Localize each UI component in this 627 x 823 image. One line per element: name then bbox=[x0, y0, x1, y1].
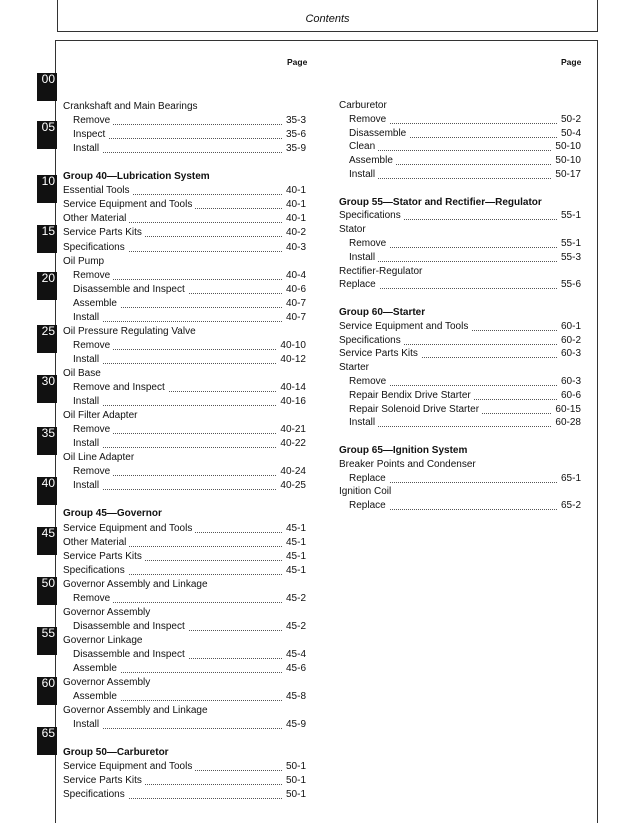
leader-dots bbox=[353, 149, 577, 151]
toc-entry[interactable] bbox=[63, 550, 306, 564]
toc-page-number: 60-28 bbox=[552, 416, 581, 430]
toc-entry-label: Oil Pump bbox=[63, 255, 107, 269]
toc-entry-label: Governor Assembly and Linkage bbox=[63, 704, 211, 718]
toc-entry-label: Assemble bbox=[73, 662, 120, 676]
toc-entry-label: Oil Base bbox=[63, 367, 104, 381]
toc-group-heading bbox=[339, 444, 581, 458]
toc-entry-label: Other Material bbox=[63, 536, 129, 550]
toc-page-number: 55-3 bbox=[558, 251, 581, 265]
toc-entry[interactable] bbox=[63, 774, 306, 788]
toc-page-number: 40-25 bbox=[277, 479, 306, 493]
toc-entry-label: Group 40—Lubrication System bbox=[63, 170, 213, 184]
toc-entry[interactable] bbox=[339, 278, 581, 292]
toc-entry-label: Remove bbox=[73, 465, 113, 479]
toc-entry-label: Assemble bbox=[349, 154, 396, 168]
section-tab-20[interactable]: 20 bbox=[37, 272, 57, 300]
leader-dots bbox=[77, 362, 302, 364]
toc-group-heading bbox=[63, 746, 306, 760]
toc-page-number: 60-15 bbox=[552, 403, 581, 417]
toc-entry-label: Oil Line Adapter bbox=[63, 451, 137, 465]
toc-subheading bbox=[63, 578, 306, 592]
toc-entry[interactable] bbox=[63, 690, 306, 704]
toc-entry-label: Replace bbox=[349, 499, 389, 513]
toc-entry[interactable] bbox=[63, 184, 306, 198]
toc-entry-label: Ignition Coil bbox=[339, 485, 394, 499]
toc-entry[interactable] bbox=[339, 499, 581, 513]
toc-entry[interactable] bbox=[63, 128, 306, 142]
toc-page-number: 40-21 bbox=[277, 423, 306, 437]
page-column-label-left: Page bbox=[287, 57, 308, 67]
leader-dots bbox=[77, 137, 302, 139]
toc-subheading bbox=[63, 409, 306, 423]
section-tab-45[interactable]: 45 bbox=[37, 527, 57, 555]
toc-entry-label: Governor Linkage bbox=[63, 634, 146, 648]
toc-entry-label: Service Parts Kits bbox=[63, 774, 145, 788]
toc-subheading bbox=[339, 458, 581, 472]
toc-entry-label: Install bbox=[349, 251, 378, 265]
toc-subheading bbox=[63, 367, 306, 381]
toc-entry[interactable] bbox=[339, 416, 581, 430]
toc-entry[interactable] bbox=[339, 403, 581, 417]
toc-entry[interactable] bbox=[339, 472, 581, 486]
toc-entry[interactable] bbox=[63, 536, 306, 550]
toc-entry[interactable] bbox=[63, 297, 306, 311]
toc-entry-label: Stator bbox=[339, 223, 369, 237]
toc-entry[interactable] bbox=[63, 718, 306, 732]
toc-page-number: 40-7 bbox=[283, 311, 306, 325]
toc-entry-label: Service Equipment and Tools bbox=[63, 522, 195, 536]
leader-dots bbox=[77, 727, 302, 729]
toc-subheading bbox=[63, 451, 306, 465]
toc-entry[interactable] bbox=[63, 114, 306, 128]
toc-entry[interactable] bbox=[63, 212, 306, 226]
toc-entry[interactable] bbox=[63, 226, 306, 240]
toc-entry-label: Remove bbox=[73, 592, 113, 606]
toc-entry[interactable] bbox=[339, 237, 581, 251]
toc-entry[interactable] bbox=[63, 564, 306, 578]
toc-entry-label: Disassemble bbox=[349, 127, 409, 141]
toc-page-number: 65-1 bbox=[558, 472, 581, 486]
toc-entry-label: Service Equipment and Tools bbox=[339, 320, 471, 334]
toc-page-number: 45-1 bbox=[283, 522, 306, 536]
toc-entry-label: Remove bbox=[349, 237, 389, 251]
toc-page-number: 45-2 bbox=[283, 620, 306, 634]
toc-entry-label: Disassemble and Inspect bbox=[73, 620, 188, 634]
toc-entry-label: Disassemble and Inspect bbox=[73, 283, 188, 297]
toc-page-number: 45-1 bbox=[283, 536, 306, 550]
toc-entry-label: Oil Filter Adapter bbox=[63, 409, 140, 423]
toc-subheading bbox=[339, 265, 581, 279]
toc-subheading bbox=[63, 676, 306, 690]
toc-entry[interactable] bbox=[63, 788, 306, 802]
toc-page-number: 45-6 bbox=[283, 662, 306, 676]
toc-page-number: 55-1 bbox=[558, 237, 581, 251]
toc-entry[interactable] bbox=[339, 320, 581, 334]
section-tab-55[interactable]: 55 bbox=[37, 627, 57, 655]
toc-entry-label: Install bbox=[73, 311, 102, 325]
toc-page-number: 40-2 bbox=[283, 226, 306, 240]
section-tab-40[interactable]: 40 bbox=[37, 477, 57, 505]
section-tab-60[interactable]: 60 bbox=[37, 677, 57, 705]
toc-page-number: 45-4 bbox=[283, 648, 306, 662]
toc-entry[interactable] bbox=[339, 334, 581, 348]
toc-entry[interactable] bbox=[339, 140, 581, 154]
toc-entry[interactable] bbox=[63, 353, 306, 367]
toc-entry-label: Remove bbox=[349, 375, 389, 389]
toc-page-number: 60-1 bbox=[558, 320, 581, 334]
leader-dots bbox=[77, 151, 302, 153]
toc-page-number: 40-7 bbox=[283, 297, 306, 311]
toc-entry-label: Install bbox=[73, 479, 102, 493]
toc-page-number: 50-1 bbox=[283, 760, 306, 774]
toc-entry[interactable] bbox=[339, 251, 581, 265]
toc-page-number: 50-2 bbox=[558, 113, 581, 127]
toc-page-number: 60-3 bbox=[558, 375, 581, 389]
toc-entry-label: Remove bbox=[73, 339, 113, 353]
toc-group-heading bbox=[339, 306, 581, 320]
toc-entry[interactable] bbox=[63, 269, 306, 283]
toc-entry[interactable] bbox=[63, 662, 306, 676]
toc-entry[interactable] bbox=[339, 113, 581, 127]
leader-dots bbox=[353, 260, 577, 262]
leader-dots bbox=[77, 488, 302, 490]
toc-entry-label: Specifications bbox=[63, 788, 128, 802]
leader-dots bbox=[77, 404, 302, 406]
toc-entry[interactable] bbox=[63, 339, 306, 353]
leader-dots bbox=[77, 320, 302, 322]
toc-entry-label: Remove and Inspect bbox=[73, 381, 168, 395]
toc-page-number: 50-4 bbox=[558, 127, 581, 141]
toc-page-number: 60-3 bbox=[558, 347, 581, 361]
toc-page-number: 50-10 bbox=[552, 154, 581, 168]
toc-page-number: 40-10 bbox=[277, 339, 306, 353]
leader-dots bbox=[353, 425, 577, 427]
toc-page-number: 40-16 bbox=[277, 395, 306, 409]
toc-entry-label: Disassemble and Inspect bbox=[73, 648, 188, 662]
toc-entry-label: Group 60—Starter bbox=[339, 306, 428, 320]
toc-subheading bbox=[63, 100, 306, 114]
toc-entry-label: Install bbox=[73, 395, 102, 409]
toc-entry-label: Service Parts Kits bbox=[63, 226, 145, 240]
toc-entry-label: Install bbox=[73, 718, 102, 732]
toc-entry-label: Group 45—Governor bbox=[63, 507, 165, 521]
toc-entry-label: Group 65—Ignition System bbox=[339, 444, 470, 458]
leader-dots bbox=[77, 446, 302, 448]
toc-entry-label: Assemble bbox=[73, 690, 120, 704]
toc-page-number: 50-10 bbox=[552, 140, 581, 154]
toc-page-number: 65-2 bbox=[558, 499, 581, 513]
leader-dots bbox=[353, 177, 577, 179]
toc-entry-label: Service Equipment and Tools bbox=[63, 198, 195, 212]
toc-entry-label: Specifications bbox=[339, 209, 404, 223]
toc-entry-label: Install bbox=[73, 437, 102, 451]
toc-entry-label: Essential Tools bbox=[63, 184, 133, 198]
toc-entry-label: Remove bbox=[73, 269, 113, 283]
toc-entry-label: Remove bbox=[73, 423, 113, 437]
toc-page-number: 40-14 bbox=[277, 381, 306, 395]
toc-entry[interactable] bbox=[63, 423, 306, 437]
toc-entry[interactable] bbox=[339, 209, 581, 223]
toc-page-number: 40-3 bbox=[283, 241, 306, 255]
toc-subheading bbox=[339, 361, 581, 375]
toc-subheading bbox=[63, 606, 306, 620]
toc-entry[interactable] bbox=[63, 311, 306, 325]
toc-entry-label: Governor Assembly bbox=[63, 676, 153, 690]
toc-entry[interactable] bbox=[63, 198, 306, 212]
toc-entry[interactable] bbox=[339, 127, 581, 141]
toc-entry-label: Governor Assembly bbox=[63, 606, 153, 620]
toc-entry-label: Group 55—Stator and Rectifier—Regulator bbox=[339, 196, 545, 210]
page-column-label-right: Page bbox=[561, 57, 582, 67]
toc-entry-label: Repair Solenoid Drive Starter bbox=[349, 403, 482, 417]
toc-page-number: 55-6 bbox=[558, 278, 581, 292]
toc-entry[interactable] bbox=[63, 648, 306, 662]
section-tab-50[interactable]: 50 bbox=[37, 577, 57, 605]
toc-entry[interactable] bbox=[339, 347, 581, 361]
toc-entry-label: Crankshaft and Main Bearings bbox=[63, 100, 201, 114]
toc-entry-label: Governor Assembly and Linkage bbox=[63, 578, 211, 592]
toc-page-number: 35-6 bbox=[283, 128, 306, 142]
toc-entry-label: Service Equipment and Tools bbox=[63, 760, 195, 774]
toc-entry[interactable] bbox=[63, 283, 306, 297]
toc-entry-label: Replace bbox=[349, 472, 389, 486]
toc-page-number: 50-1 bbox=[283, 774, 306, 788]
toc-entry-label: Other Material bbox=[63, 212, 129, 226]
section-tab-30[interactable]: 30 bbox=[37, 375, 57, 403]
toc-entry-label: Starter bbox=[339, 361, 372, 375]
toc-entry[interactable] bbox=[63, 142, 306, 156]
toc-page-number: 40-6 bbox=[283, 283, 306, 297]
toc-subheading bbox=[339, 223, 581, 237]
toc-entry-label: Service Parts Kits bbox=[339, 347, 421, 361]
section-tab-15[interactable]: 15 bbox=[37, 225, 57, 253]
toc-entry[interactable] bbox=[63, 381, 306, 395]
toc-entry-label: Install bbox=[73, 353, 102, 367]
toc-entry-label: Rectifier-Regulator bbox=[339, 265, 425, 279]
section-tab-10[interactable]: 10 bbox=[37, 175, 57, 203]
toc-page-number: 50-1 bbox=[283, 788, 306, 802]
toc-page-number: 40-1 bbox=[283, 184, 306, 198]
toc-entry[interactable] bbox=[63, 522, 306, 536]
toc-entry[interactable] bbox=[339, 375, 581, 389]
toc-group-heading bbox=[339, 196, 581, 210]
toc-entry[interactable] bbox=[63, 760, 306, 774]
toc-entry-label: Specifications bbox=[63, 564, 128, 578]
toc-page-number: 40-22 bbox=[277, 437, 306, 451]
document-title: Contents bbox=[305, 13, 350, 25]
toc-entry[interactable] bbox=[63, 241, 306, 255]
section-tab-35[interactable]: 35 bbox=[37, 427, 57, 455]
toc-entry-label: Specifications bbox=[63, 241, 128, 255]
toc-entry-label: Carburetor bbox=[339, 99, 390, 113]
toc-entry-label: Specifications bbox=[339, 334, 404, 348]
toc-entry[interactable] bbox=[63, 592, 306, 606]
toc-subheading bbox=[63, 325, 306, 339]
toc-entry-label: Clean bbox=[349, 140, 378, 154]
section-tab-00[interactable]: 00 bbox=[37, 73, 57, 101]
toc-entry[interactable] bbox=[63, 620, 306, 634]
toc-page-number: 60-6 bbox=[558, 389, 581, 403]
section-tab-05[interactable]: 05 bbox=[37, 121, 57, 149]
toc-entry-label: Repair Bendix Drive Starter bbox=[349, 389, 474, 403]
toc-entry[interactable] bbox=[63, 479, 306, 493]
toc-entry-label: Service Parts Kits bbox=[63, 550, 145, 564]
toc-entry-label: Assemble bbox=[73, 297, 120, 311]
toc-entry-label: Replace bbox=[339, 278, 379, 292]
toc-entry[interactable] bbox=[339, 154, 581, 168]
toc-page-number: 40-1 bbox=[283, 212, 306, 226]
toc-entry[interactable] bbox=[63, 395, 306, 409]
toc-page-number: 60-2 bbox=[558, 334, 581, 348]
toc-entry-label: Install bbox=[349, 168, 378, 182]
toc-entry-label: Install bbox=[349, 416, 378, 430]
toc-entry-label: Install bbox=[73, 142, 102, 156]
toc-page-number: 40-4 bbox=[283, 269, 306, 283]
toc-subheading bbox=[63, 634, 306, 648]
toc-page-number: 40-24 bbox=[277, 465, 306, 479]
toc-entry-label: Remove bbox=[349, 113, 389, 127]
toc-entry-label: Inspect bbox=[73, 128, 108, 142]
toc-entry[interactable] bbox=[339, 389, 581, 403]
toc-page-number: 40-1 bbox=[283, 198, 306, 212]
toc-entry-label: Remove bbox=[73, 114, 113, 128]
toc-entry[interactable] bbox=[63, 437, 306, 451]
toc-subheading bbox=[63, 255, 306, 269]
toc-group-heading bbox=[63, 170, 306, 184]
header-frame bbox=[57, 0, 598, 32]
section-tab-25[interactable]: 25 bbox=[37, 325, 57, 353]
toc-subheading bbox=[339, 485, 581, 499]
toc-entry[interactable] bbox=[339, 168, 581, 182]
toc-entry[interactable] bbox=[63, 465, 306, 479]
toc-page-number: 35-3 bbox=[283, 114, 306, 128]
toc-page-number: 40-12 bbox=[277, 353, 306, 367]
toc-page-number: 45-1 bbox=[283, 550, 306, 564]
toc-page-number: 50-17 bbox=[552, 168, 581, 182]
toc-page-number: 45-2 bbox=[283, 592, 306, 606]
toc-page-number: 35-9 bbox=[283, 142, 306, 156]
toc-page-number: 45-8 bbox=[283, 690, 306, 704]
toc-page-number: 45-9 bbox=[283, 718, 306, 732]
toc-subheading bbox=[339, 99, 581, 113]
toc-entry-label: Group 50—Carburetor bbox=[63, 746, 172, 760]
toc-entry-label: Oil Pressure Regulating Valve bbox=[63, 325, 199, 339]
toc-page-number: 55-1 bbox=[558, 209, 581, 223]
toc-subheading bbox=[63, 704, 306, 718]
toc-page-number: 45-1 bbox=[283, 564, 306, 578]
toc-entry-label: Breaker Points and Condenser bbox=[339, 458, 479, 472]
toc-group-heading bbox=[63, 507, 306, 521]
section-tab-65[interactable]: 65 bbox=[37, 727, 57, 755]
